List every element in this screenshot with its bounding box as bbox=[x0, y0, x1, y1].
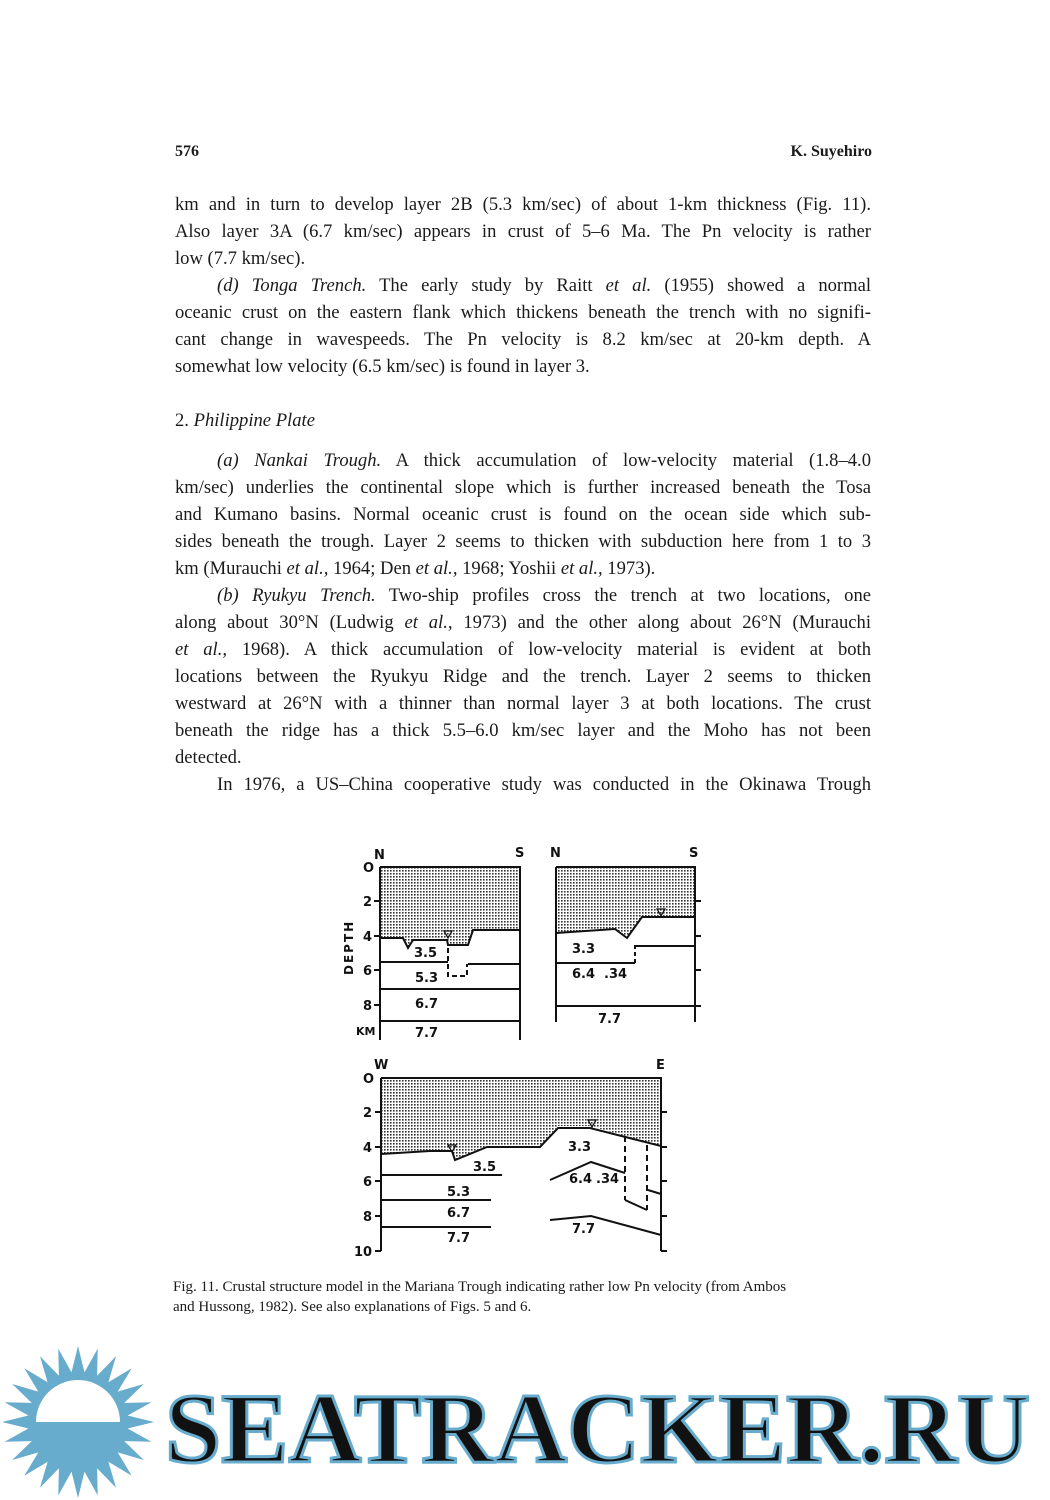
tick: O bbox=[363, 861, 375, 876]
text-segment: km (Murauchi bbox=[175, 558, 287, 579]
text-segment: km/sec) underlies the continental slope which is further increased beneath the Tosa bbox=[175, 477, 871, 498]
panel1-north: N bbox=[374, 848, 385, 863]
text-segment: 1973). bbox=[602, 558, 656, 579]
panel1-layers bbox=[380, 962, 520, 1021]
figure-caption-line1: Fig. 11. Crustal structure model in the Mariana Trough indicating rather low Pn velocity (from Ambos bbox=[173, 1279, 787, 1295]
text-segment: 1968). A thick accumulation of low-velocity material is evident at both bbox=[227, 639, 872, 660]
text-segment: km and in turn to develop layer 2B (5.3 km/sec) of about 1-km thickness (Fig. 11). bbox=[175, 194, 871, 215]
text-segment: The early study by Raitt bbox=[366, 275, 606, 296]
panel2-north: N bbox=[550, 846, 561, 861]
velocity: 3.5 bbox=[414, 946, 438, 961]
text-segment: Two-ship profiles cross the trench at two locations, one bbox=[375, 585, 871, 606]
running-header-author: K. Suyehiro bbox=[790, 143, 872, 160]
text-segment: (1955) showed a normal bbox=[651, 275, 871, 296]
tick: 4 bbox=[363, 1141, 373, 1156]
velocity: 7.7 bbox=[572, 1222, 596, 1237]
tick: 8 bbox=[363, 1210, 373, 1225]
panel3-faults bbox=[625, 1136, 647, 1210]
text-segment: somewhat low velocity (6.5 km/sec) is found in layer 3. bbox=[175, 356, 590, 377]
text-segment: detected. bbox=[175, 747, 242, 768]
italic-text: et al. bbox=[605, 275, 652, 296]
panel3-east: E bbox=[656, 1058, 665, 1073]
velocity: 3.3 bbox=[572, 942, 596, 957]
watermark-sun-logo bbox=[2, 1346, 154, 1498]
velocity: 7.7 bbox=[415, 1026, 439, 1041]
text-segment: 1964; Den bbox=[328, 558, 416, 579]
text-segment: In 1976, a US–China cooperative study was conducted in the Okinawa Trough bbox=[217, 774, 871, 795]
page-number: 576 bbox=[175, 143, 199, 160]
velocity: 3.5 bbox=[473, 1160, 497, 1175]
velocity: 6.4 bbox=[569, 1172, 593, 1187]
velocity: 6.4 bbox=[572, 967, 596, 982]
velocity: .34 bbox=[596, 1172, 620, 1187]
velocity: 7.7 bbox=[447, 1231, 471, 1246]
italic-text: et al., bbox=[286, 558, 329, 579]
text-segment: beneath the ridge has a thick 5.5–6.0 km/sec layer and the Moho has not been bbox=[175, 720, 871, 741]
italic-text: et al., bbox=[175, 639, 228, 660]
tick: 6 bbox=[363, 1175, 373, 1190]
italic-text: et al., bbox=[560, 558, 603, 579]
text-segment: 1968; Yoshii bbox=[457, 558, 561, 579]
panel1-water bbox=[380, 867, 520, 948]
panel1-south: S bbox=[515, 846, 525, 861]
watermark-text: SEATRACKER.RU bbox=[165, 1373, 1030, 1484]
text-segment: A thick accumulation of low-velocity material (1.8–4.0 bbox=[381, 450, 871, 471]
tick: 10 bbox=[354, 1245, 373, 1260]
tick: O bbox=[363, 1072, 375, 1087]
italic-text: (b) Ryukyu Trench. bbox=[217, 585, 376, 606]
panel3-west: W bbox=[374, 1058, 389, 1073]
italic-text: et al., bbox=[404, 612, 453, 633]
text-segment: cant change in wavespeeds. The Pn velocity is 8.2 km/sec at 20-km depth. A bbox=[175, 329, 871, 350]
panel2-water bbox=[556, 867, 695, 938]
velocity: 5.3 bbox=[415, 971, 439, 986]
text-segment: oceanic crust on the eastern flank which thickens beneath the trench with no signifi- bbox=[175, 302, 871, 323]
italic-text: (a) Nankai Trough. bbox=[217, 450, 382, 471]
tick: 2 bbox=[363, 1106, 373, 1121]
velocity: .34 bbox=[604, 967, 628, 982]
text-segment: 1973) and the other along about 26°N (Murauchi bbox=[452, 612, 871, 633]
text-segment: and Kumano basins. Normal oceanic crust is found on the ocean side which sub- bbox=[175, 504, 871, 525]
text-segment: low (7.7 km/sec). bbox=[175, 248, 306, 269]
figure-caption-line2: and Hussong, 1982). See also explanations of Figs. 5 and 6. bbox=[173, 1299, 532, 1315]
tick: 6 bbox=[363, 964, 373, 979]
italic-text: (d) Tonga Trench. bbox=[217, 275, 367, 296]
italic-text: et al., bbox=[415, 558, 458, 579]
panel1-trough bbox=[448, 948, 467, 976]
text-segment: sides beneath the trough. Layer 2 seems to thicken with subduction here from 1 to 3 bbox=[175, 531, 871, 552]
velocity: 6.7 bbox=[447, 1206, 471, 1221]
velocity: 7.7 bbox=[598, 1012, 622, 1027]
text-segment: westward at 26°N with a thinner than normal layer 3 at both locations. The crust bbox=[175, 693, 871, 714]
velocity: 5.3 bbox=[447, 1185, 471, 1200]
tick: 8 bbox=[363, 999, 373, 1014]
text-segment: locations between the Ryukyu Ridge and the trench. Layer 2 seems to thicken bbox=[175, 666, 871, 687]
panel2-south: S bbox=[689, 846, 699, 861]
depth-axis-label: DEPTH bbox=[342, 919, 356, 975]
velocity: 3.3 bbox=[568, 1140, 592, 1155]
velocity: 6.7 bbox=[415, 997, 439, 1012]
unit-label: KM bbox=[356, 1025, 376, 1038]
text-segment: Also layer 3A (6.7 km/sec) appears in crust of 5–6 Ma. The Pn velocity is rather bbox=[175, 221, 871, 242]
tick: 2 bbox=[363, 895, 373, 910]
text-segment: 2. bbox=[175, 410, 194, 431]
text-segment: along about 30°N (Ludwig bbox=[175, 612, 405, 633]
italic-text: Philippine Plate bbox=[193, 410, 315, 431]
tick: 4 bbox=[363, 930, 373, 945]
